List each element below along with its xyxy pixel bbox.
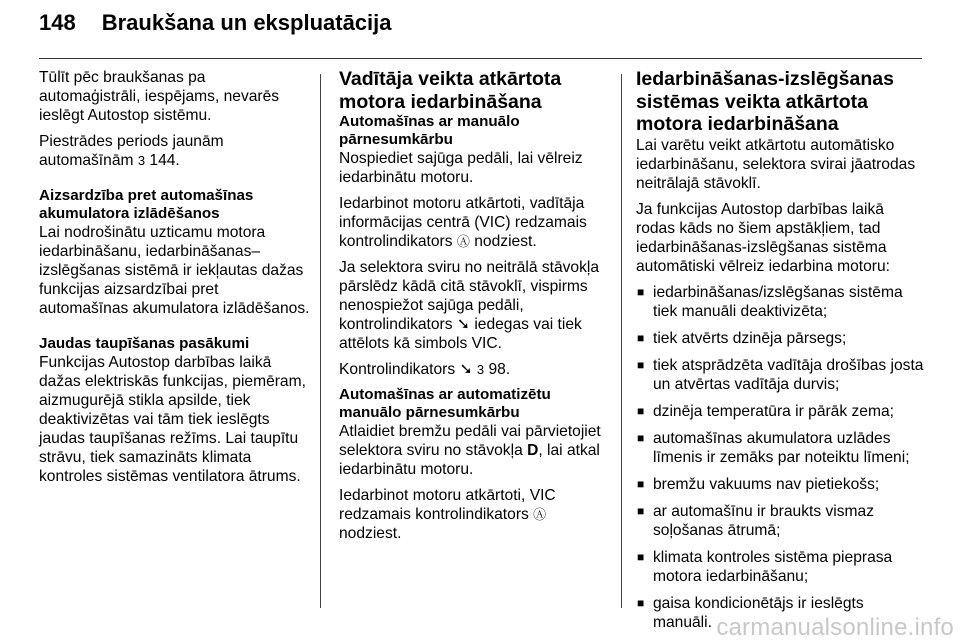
paragraph-power-saving: Funkcijas Autostop darbības laikā dažas elektriskās funkcijas, piemēram, aizmugurējā stikla apsilde, tiek deaktivizētas vai tām tiek ieslēgts jaudas taupīšanas režīms. Lai taupītu strāvu, tiek samazināts klimata kontroles sistēmas ventilatora ātrums. <box>39 354 306 485</box>
column-3 <box>636 68 926 640</box>
subheading-manual-gearbox: Automašīnas ar manuālo pārnesumkārbu <box>339 113 520 148</box>
section-title-system-restart: Iedarbināšanas-izslēgšanas sistēmas veikta atkārtota motora iedarbināšana <box>636 68 894 135</box>
list-item: ■ gaisa kondicionētājs ir ieslēgts manuāli. <box>637 594 864 631</box>
list-item: ■ bremžu vakuums nav pietiekošs; <box>637 475 880 493</box>
paragraph-vic-indicator-off: Iedarbinot motoru atkārtoti, vadītāja informācijas centrā (VIC) redzamais kontrolindikators Ⓐ nodziest. <box>339 195 587 250</box>
restart-indicator-icon: ➘ <box>459 361 473 378</box>
paragraph-selector-lever: Ja selektora sviru no neitrālā stāvokļa pārslēdz kādā citā stāvoklī, vispirms nenospiežot sajūga pedāli, kontrolindikators ➘ iedegas vai tiek attēlots kā simbols VIC. <box>339 259 600 352</box>
list-item: ■ dzinēja temperatūra ir pārāk zema; <box>637 402 894 420</box>
paragraph-conditions-intro: Ja funkcijas Autostop darbības laikā rodas kāds no šiem apstākļiem, tad iedarbināšanas-izslēgšanas sistēma automātiski vēlreiz iedarbina motoru: <box>636 200 890 275</box>
paragraph-autostop-highway: Tūlīt pēc braukšanas pa automaģistrāli, iespējams, nevarēs ieslēgt Autostop sistēmu. <box>39 69 280 124</box>
page-ref-icon: 3 <box>137 153 146 168</box>
column-divider-2 <box>621 74 622 608</box>
restart-conditions-list <box>636 283 926 632</box>
restart-indicator-icon: ➘ <box>456 316 470 333</box>
bullet-icon: ■ <box>637 430 645 445</box>
paragraph-neutral-position: Lai varētu veikt atkārtotu automātisko iedarbināšanu, selektora svirai jāatrodas neitrālajā stāvoklī. <box>636 136 916 192</box>
list-item: ■ iedarbināšanas/izslēgšanas sistēma tiek manuāli deaktivizēta; <box>637 283 903 320</box>
page-ref-link: 98. <box>488 361 511 378</box>
subheading-battery-protection: Aizsardzība pret automašīnas akumulatora izlādēšanos <box>39 187 254 222</box>
subheading-automated-gearbox: Automašīnas ar automatizētu manuālo pārnesumkārbu <box>339 386 551 421</box>
autostop-indicator-icon: Ⓐ <box>533 507 547 522</box>
bullet-icon: ■ <box>637 284 645 299</box>
bullet-icon: ■ <box>637 403 645 418</box>
page-ref-link: 144. <box>149 152 180 169</box>
gear-position-d: D <box>527 442 539 459</box>
bullet-icon: ■ <box>637 357 645 372</box>
bullet-icon: ■ <box>637 503 645 518</box>
column-1 <box>39 68 311 493</box>
paragraph-battery-protection: Lai nodrošinātu uzticamu motora iedarbināšanu, iedarbināšanas–izslēgšanas sistēmā ir iekļautas dažas funkcijas aizsardzībai pret automašīnas akumulatora izlādēšanos. <box>39 224 310 317</box>
list-item: ■ klimata kontroles sistēma pieprasa motora iedarbināšanu; <box>637 548 893 585</box>
paragraph-break-in <box>39 132 311 170</box>
list-item: ■ tiek atsprādzēta vadītāja drošības josta un atvērtas vadītāja durvis; <box>637 356 924 393</box>
list-item: ■ ar automašīnu ir braukts vismaz soļošanas ātrumā; <box>637 502 874 539</box>
list-item: ■ automašīnas akumulatora uzlādes līmenis ir zemāks par noteiktu līmeni; <box>637 429 910 466</box>
bullet-icon: ■ <box>637 595 645 610</box>
break-in-text: Piestrādes periods jaunām automašīnām <box>39 133 224 169</box>
column-divider-1 <box>320 74 321 608</box>
page-number: 148 <box>39 10 76 35</box>
section-title-driver-restart: Vadītāja veikta atkārtota motora iedarbināšana <box>339 68 562 113</box>
paragraph-press-clutch: Nospiediet sajūga pedāli, lai vēlreiz iedarbinātu motoru. <box>339 150 583 186</box>
paragraph-indicator-ref: Kontrolindikators ➘ 3 98. <box>339 361 511 378</box>
page-header <box>39 10 392 42</box>
paragraph-vic-indicator-off-2: Iedarbinot motoru atkārtoti, VIC redzamais kontrolindikators Ⓐ nodziest. <box>339 487 556 542</box>
column-2 <box>339 68 611 550</box>
bullet-icon: ■ <box>637 549 645 564</box>
page-ref-icon: 3 <box>476 362 485 377</box>
bullet-icon: ■ <box>637 476 645 491</box>
paragraph-release-brake: Atlaidiet bremžu pedāli vai pārvietojiet selektora sviru no stāvokļa D, lai atkal iedarbinātu motoru. <box>339 423 601 478</box>
header-divider <box>39 58 922 59</box>
autostop-indicator-icon: Ⓐ <box>456 234 470 249</box>
bullet-icon: ■ <box>637 330 645 345</box>
subheading-power-saving: Jaudas taupīšanas pasākumi <box>39 335 250 352</box>
watermark: carmanualsonline.info <box>716 614 954 641</box>
chapter-title: Braukšana un ekspluatācija <box>101 10 392 35</box>
list-item: ■ tiek atvērts dzinēja pārsegs; <box>637 329 847 347</box>
